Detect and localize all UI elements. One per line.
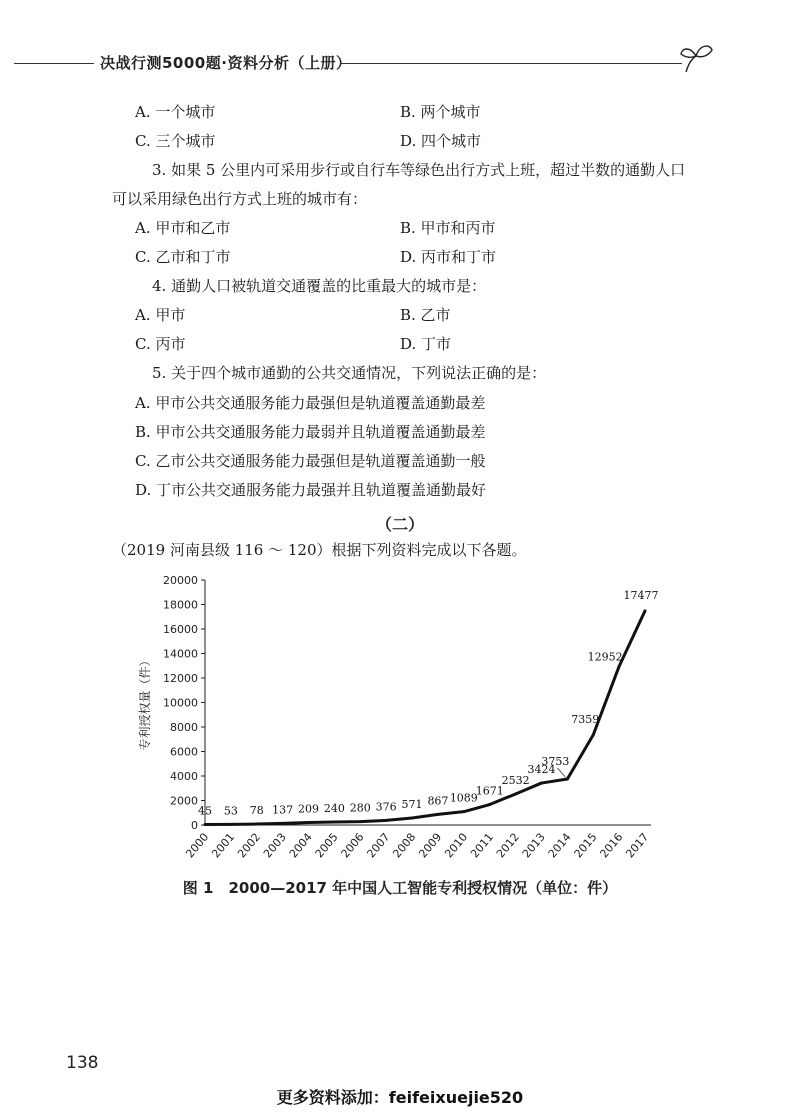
data-point <box>204 823 207 826</box>
x-tick-label: 2002 <box>235 830 264 861</box>
y-tick-label: 14000 <box>163 647 198 661</box>
y-tick-label: 8000 <box>170 721 198 734</box>
q3-option-d: D. 丙市和丁市 <box>400 248 497 266</box>
data-point <box>592 733 595 736</box>
header-rule-right <box>340 63 682 64</box>
q2-option-c: C. 三个城市 <box>135 132 216 150</box>
data-point <box>255 823 258 826</box>
data-label: 571 <box>401 798 423 812</box>
y-tick-label: 10000 <box>163 696 198 710</box>
data-point <box>566 778 569 781</box>
data-label: 867 <box>427 794 449 808</box>
x-tick-label: 2012 <box>493 830 522 861</box>
footer-note: 更多资料添加：feifeixuejie520 <box>276 1088 524 1107</box>
data-point <box>462 810 465 813</box>
q5-option-a: A. 甲市公共交通服务能力最强但是轨道覆盖通勤最差 <box>135 394 486 412</box>
q3-stem-line2: 可以采用绿色出行方式上班的城市有： <box>112 190 368 208</box>
header-title: 决战行测5000题·资料分析（上册） <box>100 54 352 72</box>
q5-option-c: C. 乙市公共交通服务能力最强但是轨道覆盖通勤一般 <box>135 452 486 470</box>
y-tick-label: 4000 <box>170 770 198 783</box>
q2-option-a: A. 一个城市 <box>135 103 216 121</box>
x-tick-label: 2000 <box>183 830 212 861</box>
data-label: 209 <box>298 802 320 816</box>
data-label: 53 <box>223 804 238 818</box>
y-axis-label: 专利授权量（件） <box>138 654 152 751</box>
data-point <box>436 813 439 816</box>
data-label: 2532 <box>501 773 530 787</box>
x-tick-label: 2014 <box>545 830 574 861</box>
data-label: 12952 <box>587 650 623 664</box>
data-point <box>540 782 543 785</box>
x-tick-label: 2013 <box>519 830 548 861</box>
y-tick-label: 12000 <box>163 672 198 685</box>
data-label: 1671 <box>475 784 504 798</box>
data-point <box>333 821 336 824</box>
q4-option-a: A. 甲市 <box>135 306 186 324</box>
data-label: 3424 <box>527 763 556 777</box>
x-tick-label: 2010 <box>442 830 471 861</box>
q3-option-c: C. 乙市和丁市 <box>135 248 231 266</box>
q4-option-b: B. 乙市 <box>400 306 451 324</box>
data-label: 78 <box>249 804 264 818</box>
page-number: 138 <box>66 1053 99 1073</box>
data-point <box>385 819 388 822</box>
q5-stem: 5. 关于四个城市通勤的公共交通情况，下列说法正确的是： <box>152 364 547 382</box>
data-point <box>281 822 284 825</box>
data-label-leader <box>557 768 565 777</box>
patent-line-chart <box>135 565 665 865</box>
data-label: 280 <box>349 801 371 815</box>
y-tick-label: 0 <box>191 819 198 832</box>
x-tick-label: 2011 <box>468 830 497 861</box>
sprout-icon <box>676 38 716 74</box>
data-label: 7359 <box>571 712 600 726</box>
q4-option-d: D. 丁市 <box>400 335 452 353</box>
x-tick-label: 2006 <box>338 830 367 861</box>
data-label: 376 <box>375 800 397 814</box>
x-tick-label: 2009 <box>416 830 445 861</box>
q3-option-a: A. 甲市和乙市 <box>135 219 231 237</box>
x-tick-label: 2007 <box>364 830 393 861</box>
chart-caption: 图 1 2000—2017 年中国人工智能专利授权情况（单位：件） <box>182 879 618 897</box>
data-point <box>644 609 647 612</box>
x-tick-label: 2003 <box>260 830 289 861</box>
data-label: 17477 <box>623 588 659 602</box>
q3-stem-line1: 3. 如果 5 公里内可采用步行或自行车等绿色出行方式上班，超过半数的通勤人口 <box>152 161 686 179</box>
x-tick-label: 2004 <box>286 830 315 861</box>
x-tick-label: 2008 <box>390 830 419 861</box>
data-point <box>229 823 232 826</box>
q2-option-d: D. 四个城市 <box>400 132 482 150</box>
section-intro: （2019 河南县级 116 ～ 120）根据下列资料完成以下各题。 <box>112 541 527 559</box>
data-label: 240 <box>323 802 345 816</box>
q4-stem: 4. 通勤人口被轨道交通覆盖的比重最大的城市是： <box>152 277 487 295</box>
q3-option-b: B. 甲市和丙市 <box>400 219 496 237</box>
x-tick-label: 2017 <box>623 830 652 861</box>
data-label: 3753 <box>541 755 570 769</box>
data-point <box>359 820 362 823</box>
x-tick-label: 2001 <box>209 830 238 861</box>
y-tick-label: 6000 <box>170 745 198 759</box>
q5-option-b: B. 甲市公共交通服务能力最弱并且轨道覆盖通勤最差 <box>135 423 486 441</box>
data-point <box>307 821 310 824</box>
q4-option-c: C. 丙市 <box>135 335 186 353</box>
data-point <box>411 817 414 820</box>
data-point <box>618 665 621 668</box>
section-title: （二） <box>375 515 424 534</box>
data-point <box>488 803 491 806</box>
x-tick-label: 2016 <box>597 830 626 861</box>
y-tick-label: 2000 <box>170 794 198 808</box>
data-label: 1089 <box>449 791 478 805</box>
y-tick-label: 16000 <box>163 623 198 636</box>
q5-option-d: D. 丁市公共交通服务能力最强并且轨道覆盖通勤最好 <box>135 481 487 499</box>
y-tick-label: 20000 <box>163 574 198 587</box>
data-point <box>514 792 517 795</box>
header-rule-left <box>14 63 94 64</box>
x-tick-label: 2005 <box>312 830 341 861</box>
data-label: 45 <box>198 804 212 818</box>
x-tick-label: 2015 <box>571 830 600 861</box>
data-label: 137 <box>272 803 294 817</box>
y-tick-label: 18000 <box>163 598 198 612</box>
q2-option-b: B. 两个城市 <box>400 103 481 121</box>
